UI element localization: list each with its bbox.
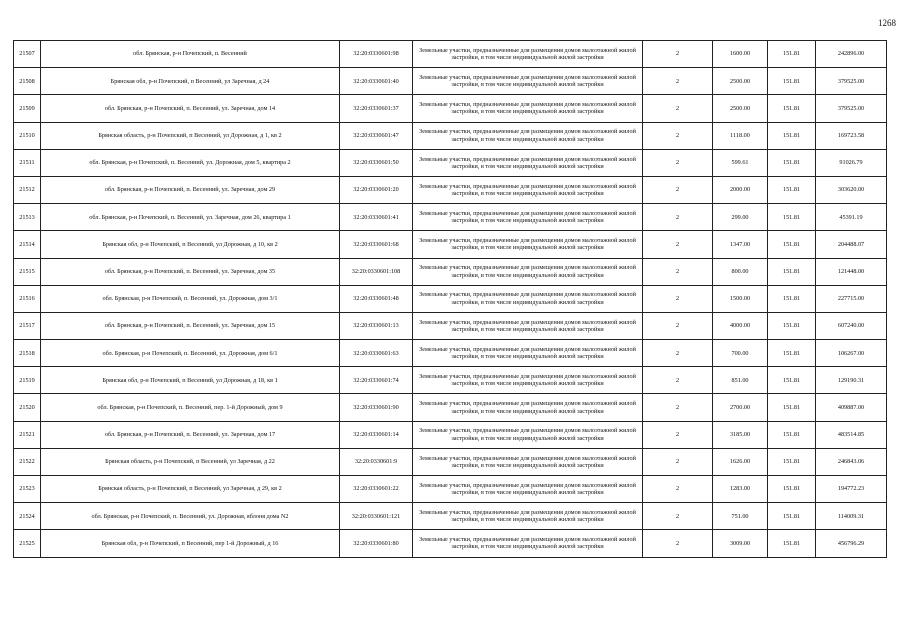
land-use-cell: Земельные участки, предназначенные для размещения домов малоэтажной жилой застройки, в том числе индивидуальной жилой застройки: [413, 204, 643, 231]
land-use-cell: Земельные участки, предназначенные для размещения домов малоэтажной жилой застройки, в том числе индивидуальной жилой застройки: [413, 530, 643, 557]
land-use-cell: Земельные участки, предназначенные для размещения домов малоэтажной жилой застройки, в том числе индивидуальной жилой застройки: [413, 122, 643, 149]
cadastral-value-cell: 204488.07: [816, 231, 887, 258]
address-cell: обл. Брянская, р-н Почепский, п. Весенний, ул. Дорожная, дом 6/1: [41, 340, 340, 367]
row-number-cell: 21514: [14, 231, 41, 258]
land-use-cell: Земельные участки, предназначенные для размещения домов малоэтажной жилой застройки, в том числе индивидуальной жилой застройки: [413, 258, 643, 285]
specific-value-cell: 151.81: [768, 176, 816, 203]
cadastral-value-cell: 242896.00: [816, 41, 887, 68]
cadastral-value-cell: 45391.19: [816, 204, 887, 231]
cadastral-number-cell: 32:20:0330601:80: [340, 530, 413, 557]
specific-value-cell: 151.81: [768, 503, 816, 530]
cadastral-value-cell: 227715.00: [816, 285, 887, 312]
area-cell: 599.61: [713, 149, 768, 176]
cadastral-number-cell: 32:20:0330601:47: [340, 122, 413, 149]
row-number-cell: 21524: [14, 503, 41, 530]
cadastral-value-cell: 246843.06: [816, 448, 887, 475]
row-number-cell: 21513: [14, 204, 41, 231]
row-number-cell: 21516: [14, 285, 41, 312]
specific-value-cell: 151.81: [768, 340, 816, 367]
cadastral-value-cell: 303620.00: [816, 176, 887, 203]
cadastral-number-cell: 32:20:0330601:74: [340, 367, 413, 394]
table-row: [14, 312, 887, 339]
row-number-cell: 21508: [14, 68, 41, 95]
cadastral-number-cell: 32:20:0330601:68: [340, 231, 413, 258]
cadastral-value-cell: 106267.00: [816, 340, 887, 367]
land-use-cell: Земельные участки, предназначенные для размещения домов малоэтажной жилой застройки, в том числе индивидуальной жилой застройки: [413, 41, 643, 68]
area-cell: 3009.00: [713, 530, 768, 557]
group-cell: 2: [643, 122, 713, 149]
cadastral-number-cell: 32:20:0330601:20: [340, 176, 413, 203]
area-cell: 800.00: [713, 258, 768, 285]
area-cell: 1118.00: [713, 122, 768, 149]
cadastral-value-cell: 456796.29: [816, 530, 887, 557]
specific-value-cell: 151.81: [768, 95, 816, 122]
land-use-cell: Земельные участки, предназначенные для размещения домов малоэтажной жилой застройки, в том числе индивидуальной жилой застройки: [413, 231, 643, 258]
table-row: [14, 68, 887, 95]
group-cell: 2: [643, 530, 713, 557]
row-number-cell: 21509: [14, 95, 41, 122]
specific-value-cell: 151.81: [768, 394, 816, 421]
group-cell: 2: [643, 41, 713, 68]
row-number-cell: 21515: [14, 258, 41, 285]
area-cell: 1626.00: [713, 448, 768, 475]
land-use-cell: Земельные участки, предназначенные для размещения домов малоэтажной жилой застройки, в том числе индивидуальной жилой застройки: [413, 285, 643, 312]
area-cell: 2500.00: [713, 68, 768, 95]
page-number: 1268: [878, 18, 896, 28]
address-cell: Брянская обл, р-н Почепский, п Весенний, ул Дорожная, д 18, кв 1: [41, 367, 340, 394]
specific-value-cell: 151.81: [768, 231, 816, 258]
table-row: [14, 258, 887, 285]
area-cell: 700.00: [713, 340, 768, 367]
row-number-cell: 21519: [14, 367, 41, 394]
table-row: [14, 448, 887, 475]
cadastral-number-cell: 32:20:0330601:98: [340, 41, 413, 68]
cadastral-number-cell: 32:20:0330601:22: [340, 476, 413, 503]
cadastral-number-cell: 32:20:0330601:121: [340, 503, 413, 530]
table-row: [14, 530, 887, 557]
land-use-cell: Земельные участки, предназначенные для размещения домов малоэтажной жилой застройки, в том числе индивидуальной жилой застройки: [413, 95, 643, 122]
address-cell: обл. Брянская, р-н Почепский, п. Весенний, ул. Дорожная, яблоня дома N2: [41, 503, 340, 530]
area-cell: 851.00: [713, 367, 768, 394]
area-cell: 1283.00: [713, 476, 768, 503]
group-cell: 2: [643, 231, 713, 258]
table-row: [14, 149, 887, 176]
table-row: [14, 367, 887, 394]
cadastral-value-cell: 121448.00: [816, 258, 887, 285]
land-use-cell: Земельные участки, предназначенные для размещения домов малоэтажной жилой застройки, в том числе индивидуальной жилой застройки: [413, 367, 643, 394]
table-row: [14, 394, 887, 421]
table-row: [14, 421, 887, 448]
row-number-cell: 21517: [14, 312, 41, 339]
group-cell: 2: [643, 503, 713, 530]
cadastral-number-cell: 32:20:0330601:9: [340, 448, 413, 475]
row-number-cell: 21512: [14, 176, 41, 203]
area-cell: 4000.00: [713, 312, 768, 339]
address-cell: обл. Брянская, р-н Почепский, п. Весенний, ул. Дорожная, дом 3/1: [41, 285, 340, 312]
specific-value-cell: 151.81: [768, 476, 816, 503]
row-number-cell: 21523: [14, 476, 41, 503]
address-cell: Брянская область, р-н Почепский, п Весенний, ул Заречная, д 22: [41, 448, 340, 475]
row-number-cell: 21525: [14, 530, 41, 557]
address-cell: Брянская обл, р-н Почепский, п Весенний, ул Дорожная, д 10, кв 2: [41, 231, 340, 258]
group-cell: 2: [643, 448, 713, 475]
cadastral-value-cell: 91026.79: [816, 149, 887, 176]
row-number-cell: 21511: [14, 149, 41, 176]
row-number-cell: 21507: [14, 41, 41, 68]
group-cell: 2: [643, 312, 713, 339]
cadastral-number-cell: 32:20:0330601:90: [340, 394, 413, 421]
group-cell: 2: [643, 95, 713, 122]
area-cell: 299.00: [713, 204, 768, 231]
cadastral-number-cell: 32:20:0330601:37: [340, 95, 413, 122]
specific-value-cell: 151.81: [768, 41, 816, 68]
group-cell: 2: [643, 367, 713, 394]
table-row: [14, 476, 887, 503]
specific-value-cell: 151.81: [768, 312, 816, 339]
table-row: [14, 340, 887, 367]
address-cell: обл. Брянская, р-н Почепский, п. Весенний, ул. Заречная, дом 26, квартира 1: [41, 204, 340, 231]
group-cell: 2: [643, 258, 713, 285]
cadastral-number-cell: 32:20:0330601:40: [340, 68, 413, 95]
cadastral-number-cell: 32:20:0330601:63: [340, 340, 413, 367]
land-use-cell: Земельные участки, предназначенные для размещения домов малоэтажной жилой застройки, в том числе индивидуальной жилой застройки: [413, 312, 643, 339]
land-use-cell: Земельные участки, предназначенные для размещения домов малоэтажной жилой застройки, в том числе индивидуальной жилой застройки: [413, 421, 643, 448]
land-use-cell: Земельные участки, предназначенные для размещения домов малоэтажной жилой застройки, в том числе индивидуальной жилой застройки: [413, 394, 643, 421]
land-use-cell: Земельные участки, предназначенные для размещения домов малоэтажной жилой застройки, в том числе индивидуальной жилой застройки: [413, 448, 643, 475]
address-cell: обл. Брянская, р-н Почепский, п. Весенний, ул. Заречная, дом 35: [41, 258, 340, 285]
row-number-cell: 21520: [14, 394, 41, 421]
group-cell: 2: [643, 340, 713, 367]
specific-value-cell: 151.81: [768, 421, 816, 448]
address-cell: Брянская обл, р-н Почепский, п Весенний, ул Заречная, д 24: [41, 68, 340, 95]
specific-value-cell: 151.81: [768, 149, 816, 176]
row-number-cell: 21510: [14, 122, 41, 149]
group-cell: 2: [643, 149, 713, 176]
address-cell: Брянская обл, р-н Почепский, п Весенний, пер 1-й Дорожный, д 16: [41, 530, 340, 557]
specific-value-cell: 151.81: [768, 285, 816, 312]
group-cell: 2: [643, 476, 713, 503]
cadastral-value-cell: 483514.85: [816, 421, 887, 448]
cadastral-value-cell: 607240.00: [816, 312, 887, 339]
group-cell: 2: [643, 204, 713, 231]
cadastral-number-cell: 32:20:0330601:14: [340, 421, 413, 448]
area-cell: 2500.00: [713, 95, 768, 122]
table-row: [14, 204, 887, 231]
cadastral-number-cell: 32:20:0330601:13: [340, 312, 413, 339]
table-row: [14, 285, 887, 312]
area-cell: 1600.00: [713, 41, 768, 68]
address-cell: обл. Брянская, р-н Почепский, п. Весенний, ул. Заречная, дом 29: [41, 176, 340, 203]
table-row: [14, 41, 887, 68]
cadastral-number-cell: 32:20:0330601:41: [340, 204, 413, 231]
cadastral-number-cell: 32:20:0330601:48: [340, 285, 413, 312]
specific-value-cell: 151.81: [768, 204, 816, 231]
address-cell: обл. Брянская, р-н Почепский, п. Весенний, ул. Заречная, дом 14: [41, 95, 340, 122]
area-cell: 3185.00: [713, 421, 768, 448]
area-cell: 1500.00: [713, 285, 768, 312]
land-use-cell: Земельные участки, предназначенные для размещения домов малоэтажной жилой застройки, в том числе индивидуальной жилой застройки: [413, 340, 643, 367]
group-cell: 2: [643, 394, 713, 421]
land-use-cell: Земельные участки, предназначенные для размещения домов малоэтажной жилой застройки, в том числе индивидуальной жилой застройки: [413, 503, 643, 530]
address-cell: Брянская область, р-н Почепский, п Весенний, ул Заречная, д 29, кв 2: [41, 476, 340, 503]
cadastral-value-cell: 379525.00: [816, 95, 887, 122]
address-cell: обл. Брянская, р-н Почепский, п. Весенний: [41, 41, 340, 68]
group-cell: 2: [643, 285, 713, 312]
table-row: [14, 95, 887, 122]
address-cell: обл. Брянская, р-н Почепский, п. Весенний, ул. Дорожная, дом 5, квартира 2: [41, 149, 340, 176]
address-cell: обл. Брянская, р-н Почепский, п. Весенний, ул. Заречная, дом 15: [41, 312, 340, 339]
specific-value-cell: 151.81: [768, 258, 816, 285]
land-use-cell: Земельные участки, предназначенные для размещения домов малоэтажной жилой застройки, в том числе индивидуальной жилой застройки: [413, 176, 643, 203]
group-cell: 2: [643, 176, 713, 203]
specific-value-cell: 151.81: [768, 122, 816, 149]
table-row: [14, 176, 887, 203]
row-number-cell: 21522: [14, 448, 41, 475]
land-use-cell: Земельные участки, предназначенные для размещения домов малоэтажной жилой застройки, в том числе индивидуальной жилой застройки: [413, 149, 643, 176]
group-cell: 2: [643, 421, 713, 448]
table-row: [14, 231, 887, 258]
area-cell: 1347.00: [713, 231, 768, 258]
table-row: [14, 122, 887, 149]
area-cell: 2000.00: [713, 176, 768, 203]
cadastral-value-cell: 194772.23: [816, 476, 887, 503]
specific-value-cell: 151.81: [768, 530, 816, 557]
cadastral-value-table: [13, 40, 887, 558]
table-row: [14, 503, 887, 530]
land-use-cell: Земельные участки, предназначенные для размещения домов малоэтажной жилой застройки, в том числе индивидуальной жилой застройки: [413, 476, 643, 503]
group-cell: 2: [643, 68, 713, 95]
cadastral-value-cell: 114009.31: [816, 503, 887, 530]
area-cell: 2700.00: [713, 394, 768, 421]
area-cell: 751.00: [713, 503, 768, 530]
table-body: [14, 41, 887, 558]
land-use-cell: Земельные участки, предназначенные для размещения домов малоэтажной жилой застройки, в том числе индивидуальной жилой застройки: [413, 68, 643, 95]
row-number-cell: 21521: [14, 421, 41, 448]
cadastral-value-cell: 169723.58: [816, 122, 887, 149]
specific-value-cell: 151.81: [768, 68, 816, 95]
address-cell: обл. Брянская, р-н Почепский, п. Весенний, ул. Заречная, дом 17: [41, 421, 340, 448]
cadastral-value-cell: 409887.00: [816, 394, 887, 421]
row-number-cell: 21518: [14, 340, 41, 367]
specific-value-cell: 151.81: [768, 367, 816, 394]
cadastral-number-cell: 32:20:0330601:50: [340, 149, 413, 176]
address-cell: обл. Брянская, р-н Почепский, п. Весенний, пер. 1-й Дорожный, дом 9: [41, 394, 340, 421]
cadastral-number-cell: 32:20:0330601:108: [340, 258, 413, 285]
address-cell: Брянская область, р-н Почепский, п Весенний, ул Дорожная, д 1, кв 2: [41, 122, 340, 149]
specific-value-cell: 151.81: [768, 448, 816, 475]
cadastral-value-cell: 379525.00: [816, 68, 887, 95]
cadastral-value-cell: 129190.31: [816, 367, 887, 394]
